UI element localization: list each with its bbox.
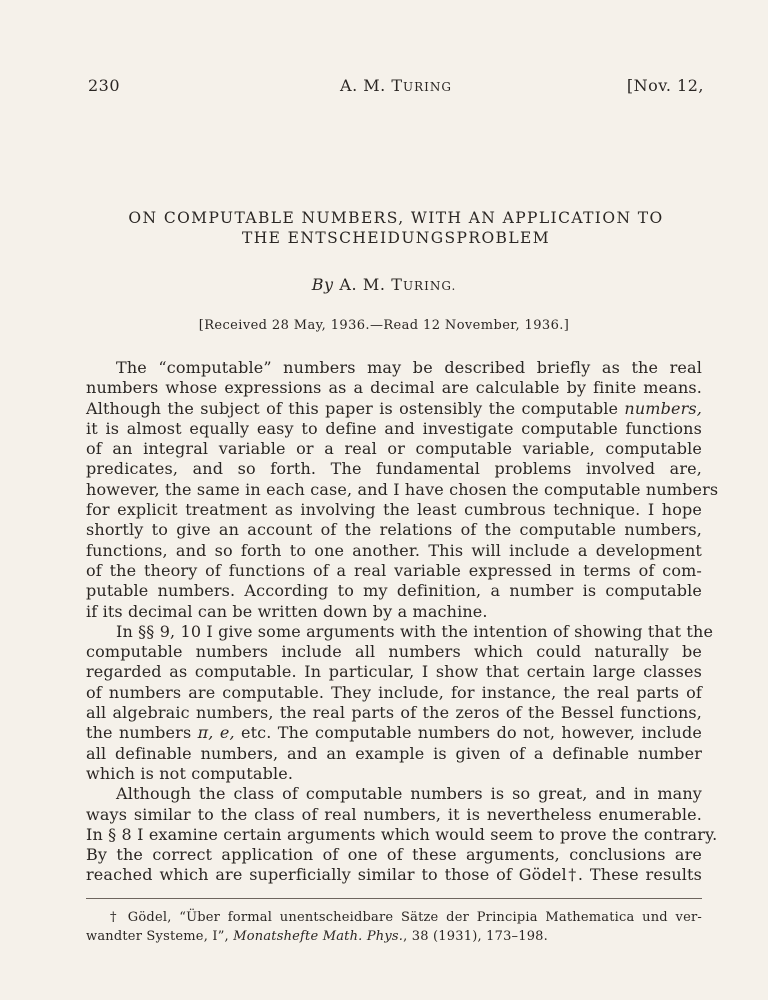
body-line: The “computable” numbers may be described briefly as the real [116,358,702,377]
body-line: computable numbers include all numbers which could naturally be [86,642,702,662]
title-line-2: THE ENTSCHEIDUNGSPROBLEM [241,229,551,247]
body-line: In §§ 9, 10 I give some arguments with the intention of showing that the [116,621,714,641]
footnote-line-1: † Gödel, “Über formal unentscheidbare Sätze der Principia Mathematica und ver- [110,910,702,925]
body-line: the numbers π, e, etc. The computable numbers do not, however, include [86,723,703,743]
page-number: 230 [88,76,121,95]
footnote-line-2: wandter Systeme, I”, Monatshefte Math. Phys., 38 (1931), 173–198. [86,929,548,944]
body-line: shortly to give an account of the relations of the computable numbers, [86,520,702,540]
paper-title [80,208,712,248]
body-line: Although the class of computable numbers is so great, and in many [116,784,702,804]
body-line: of an integral variable or a real or computable variable, computable [86,439,702,459]
title-line-1: ON COMPUTABLE NUMBERS, WITH AN APPLICATION TO [128,209,664,227]
received-note: [Received 28 May, 1936.—Read 12 November, 1936.] [198,318,570,333]
body-line: however, the same in each case, and I have chosen the computable numbers [86,479,719,499]
byline [0,275,768,294]
running-head-author: A. M. TURING [340,76,452,95]
footnote-rule [86,898,702,899]
body-line: In § 8 I examine certain arguments which would seem to prove the contrary. [86,824,718,844]
body-text [86,358,719,886]
byline-by: By [311,275,334,294]
body-line: of numbers are computable. They include, for instance, the real parts of [86,682,702,702]
body-line: all algebraic numbers, the real parts of the zeros of the Bessel functions, [86,703,702,723]
math-symbols: π, e, [197,723,235,743]
footnote [86,908,702,946]
body-line: Although the subject of this paper is ostensibly the computable numbers, [86,398,702,418]
running-head-date: [Nov. 12, [626,76,704,95]
byline-initials: A. M. [339,275,392,294]
body-line: regarded as computable. In particular, I show that certain large classes [86,662,702,682]
body-line: it is almost equally easy to define and investigate computable functions [86,418,702,438]
running-head [88,76,704,98]
body-line: predicates, and so forth. The fundamental problems involved are, [86,459,702,479]
body-line: for explicit treatment as involving the least cumbrous technique. I hope [86,500,702,520]
body-line: of the theory of functions of a real variable expressed in terms of com- [86,560,702,580]
body-line: By the correct application of one of these arguments, conclusions are [86,845,702,865]
byline-surname: TURING. [391,275,457,294]
body-line: ways similar to the class of real numbers, it is nevertheless enumerable. [86,804,702,824]
body-line: functions, and so forth to one another. This will include a development [86,540,702,560]
journal-name: Monatshefte Math. Phys. [233,929,404,944]
body-line: putable numbers. According to my definition, a number is computable [86,581,702,601]
author-surname: TURING [391,76,452,95]
emphasis-numbers: numbers, [624,398,702,418]
body-line: numbers whose expressions as a decimal are calculable by finite means. [86,378,702,398]
body-line: which is not computable. [86,763,294,783]
body-line: all definable numbers, and an example is given of a definable number [86,743,702,763]
body-line: reached which are superficially similar to those of Gödel†. These results [86,865,702,885]
body-line: if its decimal can be written down by a machine. [86,601,488,621]
